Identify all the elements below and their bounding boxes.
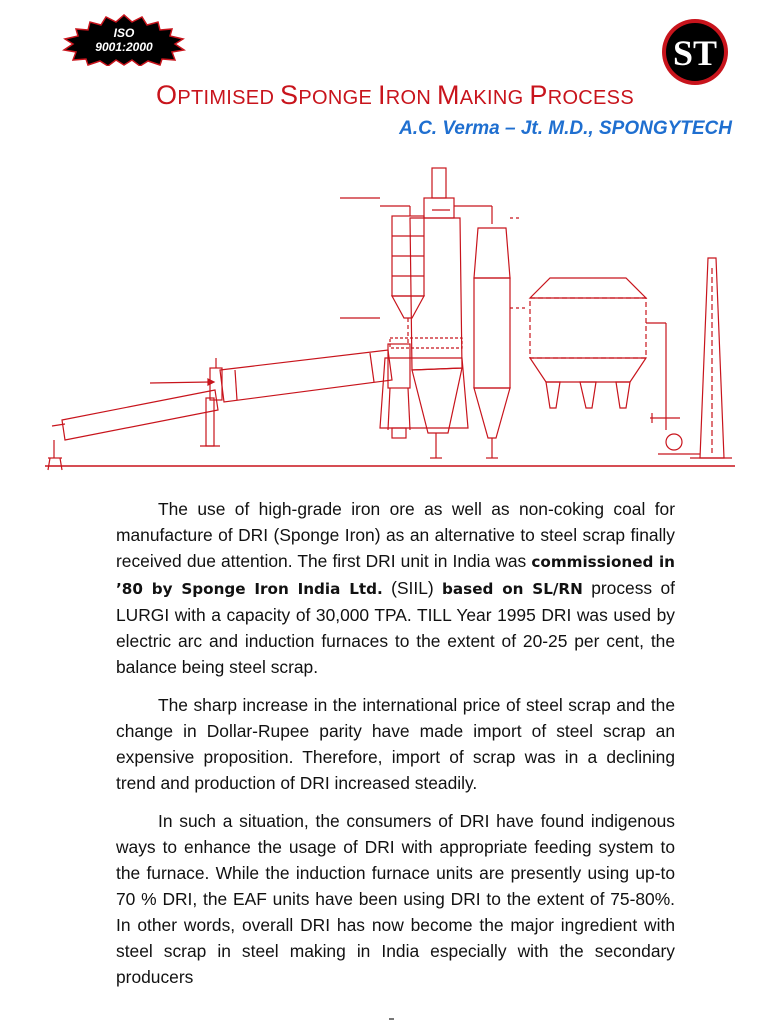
page-footer-mark xyxy=(389,1018,394,1020)
author-line: A.C. Verma – Jt. M.D., SPONGYTECH xyxy=(399,118,732,139)
iso-certification-badge xyxy=(62,14,186,66)
logo-text: ST xyxy=(672,33,718,73)
article-body xyxy=(116,496,675,1002)
page-title xyxy=(0,80,768,111)
paragraph-1: The use of high-grade iron ore as well as non-coking coal for manufacture of DRI (Sponge Iron) as an alternative to steel scrap finally received due attention. The first DRI unit in India was commissioned in ’80 by Sponge Iron India Ltd. (SIIL) based on SL/RN process of LURGI with a capacity of 30,000 TPA. TILL Year 1995 DRI was used by electric arc and induction furnaces to the extent of 20-25 per cent, the balance being steel scrap. xyxy=(116,499,675,677)
iso-line1: ISO xyxy=(113,26,135,40)
title-word-4: MAKING xyxy=(436,80,524,110)
title-word-1: OPTIMISED xyxy=(156,80,275,110)
spongytech-logo xyxy=(660,17,730,87)
iso-line2: 9001:2000 xyxy=(95,40,153,54)
process-flow-diagram-icon xyxy=(40,158,740,488)
title-word-5: PROCESS xyxy=(529,80,634,110)
paragraph-2: The sharp increase in the international price of steel scrap and the change in Dollar-Rupee parity have made import of steel scrap an expensive proposition. Therefore, import of scrap was in a declining trend and production of DRI increased steadily. xyxy=(116,695,675,793)
paragraph-3: In such a situation, the consumers of DRI have found indigenous ways to enhance the usage of DRI with appropriate feeding system to the furnace. While the induction furnace units are presently using up-to 70 % DRI, the EAF units have been using DRI to the extent of 75-80%. In other words, overall DRI has now become the major ingredient with steel scrap in steel making in India especially with the secondary producers xyxy=(116,811,675,987)
title-word-3: IRON xyxy=(377,80,432,110)
title-word-2: SPONGE xyxy=(280,80,373,110)
